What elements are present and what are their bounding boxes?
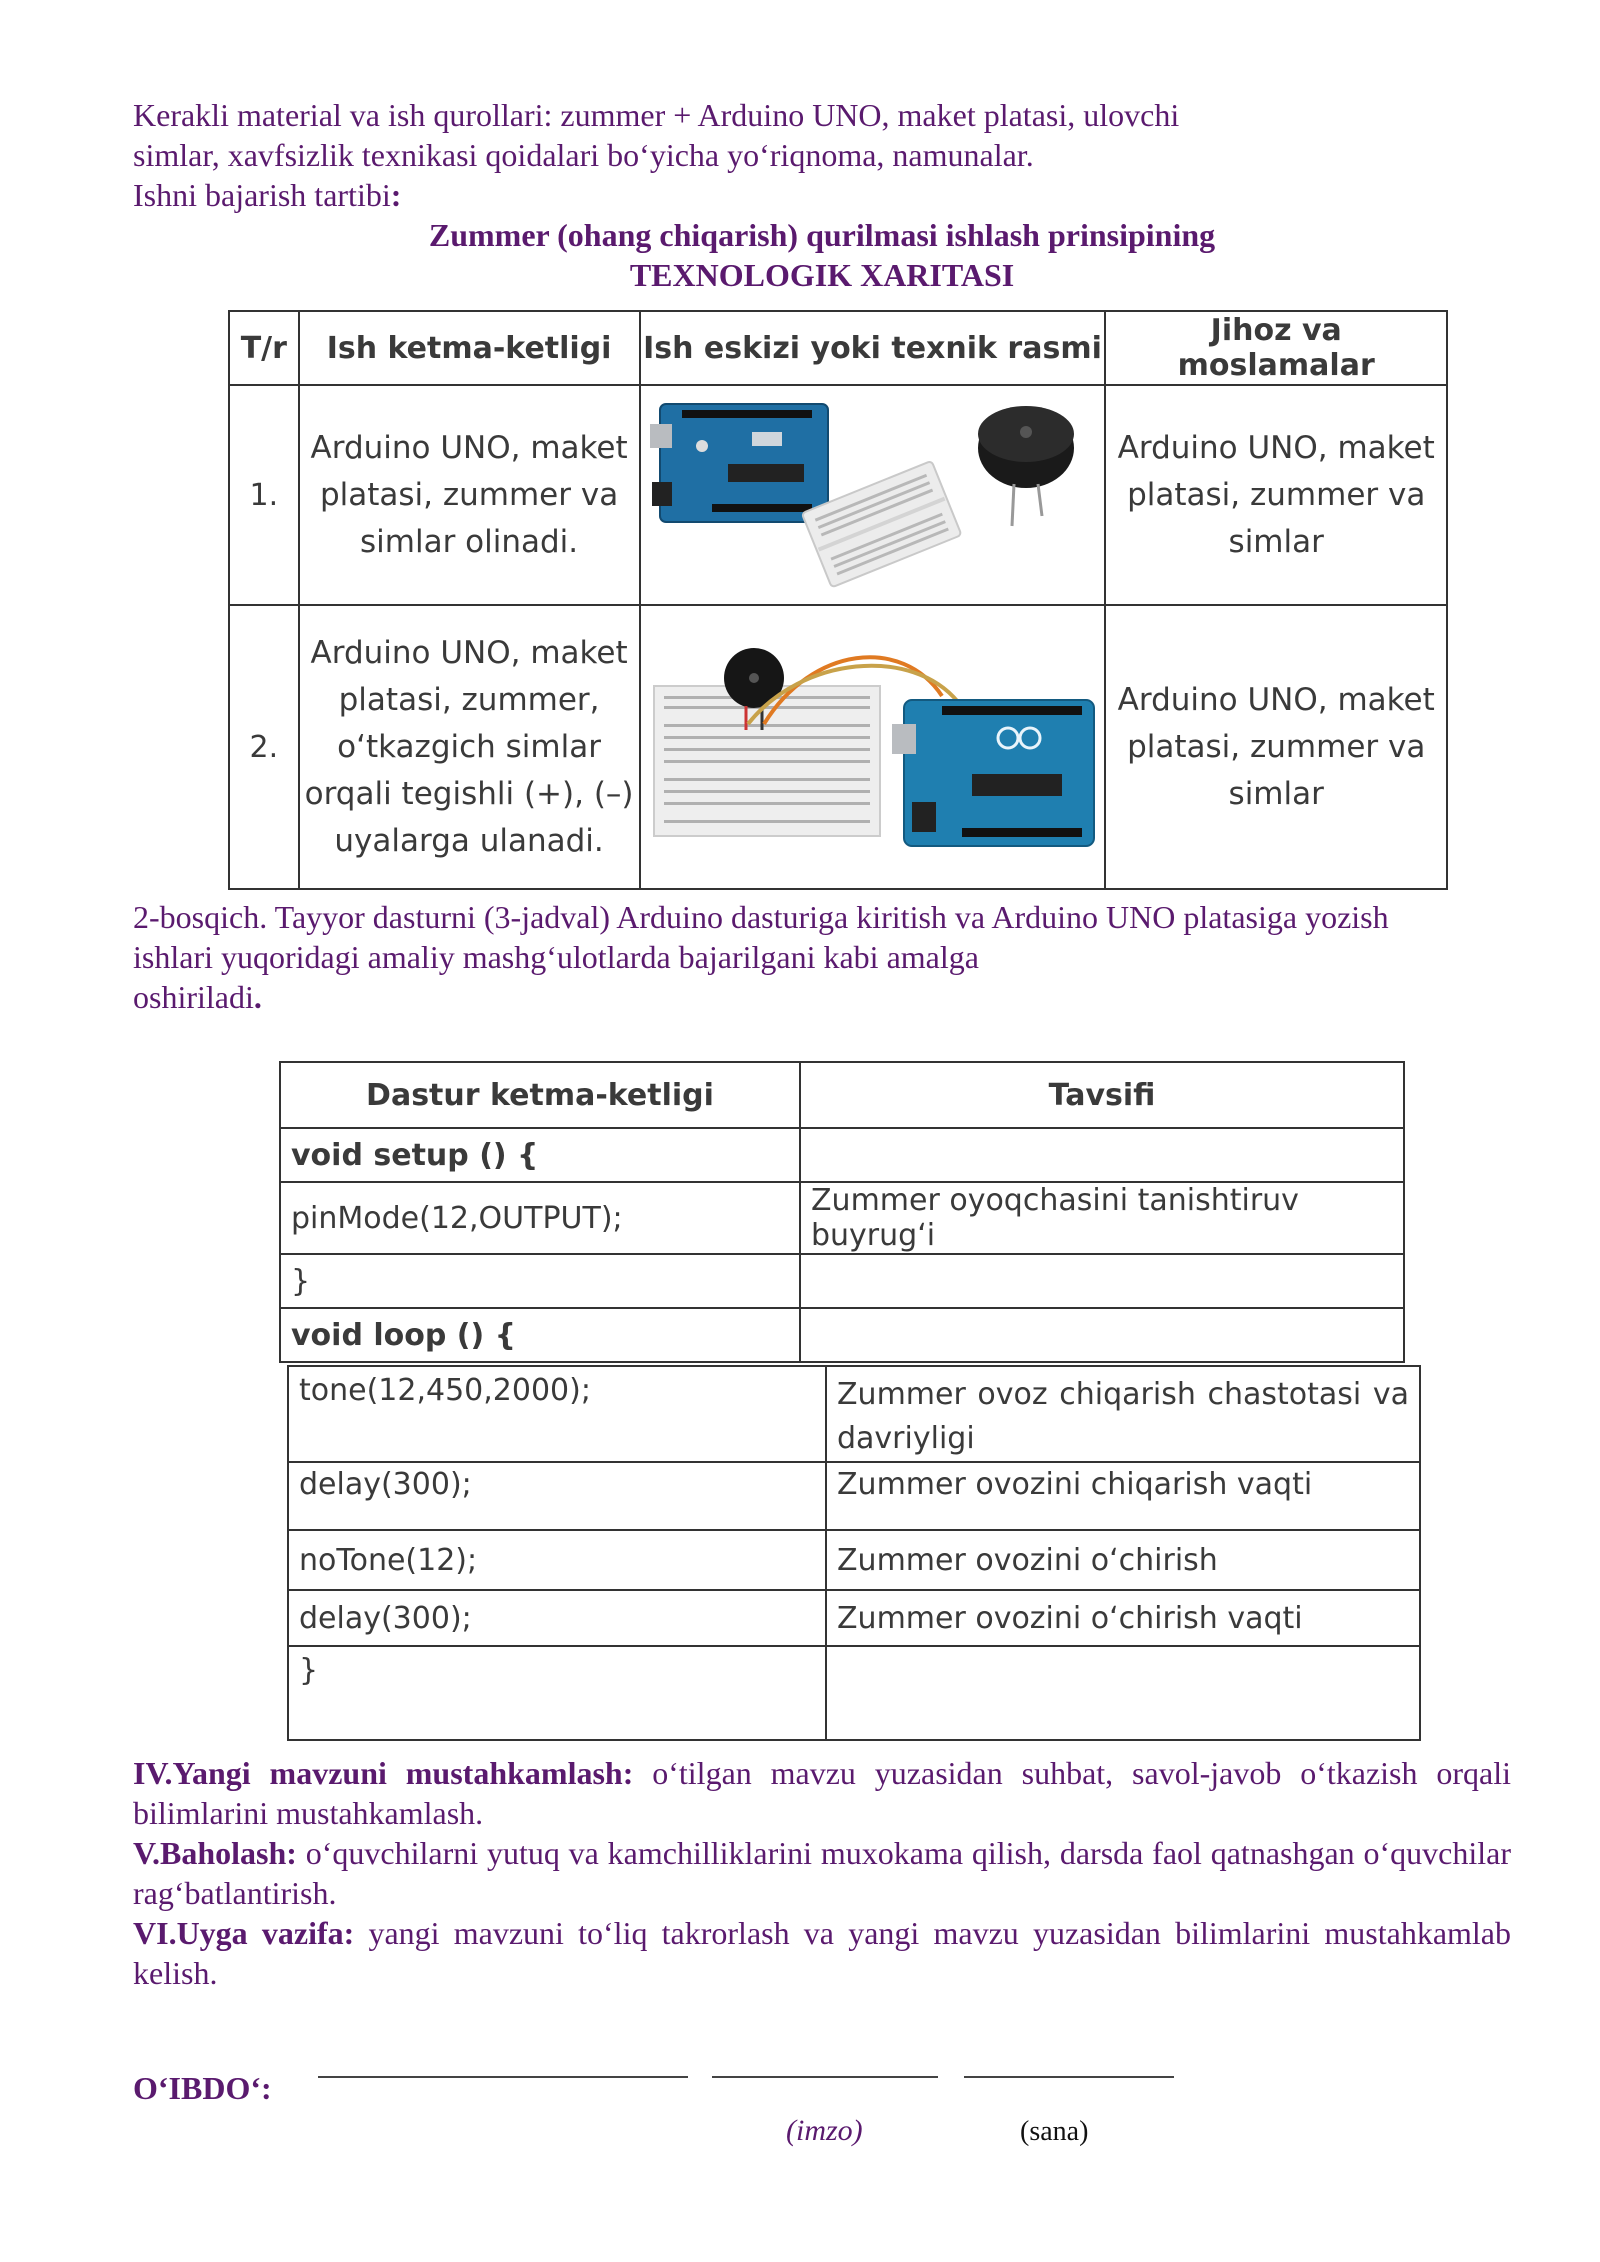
header-tr: T/r [229, 311, 299, 385]
code-cell: noTone(12); [288, 1530, 826, 1590]
header-program-sequence: Dastur ketma-ketligi [280, 1062, 800, 1128]
wiring-image [640, 605, 1106, 889]
stage2-line-2: ishlari yuqoridagi amaliy mashg‘ulotlarda bajarilgani kabi amalga [133, 939, 979, 975]
code-cell: void setup () { [280, 1128, 800, 1182]
step-line: uyalarga ulanadi. [334, 822, 604, 859]
section-iv-label: IV.Yangi mavzuni mustahkamlash: [133, 1755, 634, 1791]
sana-caption: (sana) [1020, 2116, 1089, 2147]
heading-line-1: Zummer (ohang chiqarish) qurilmasi ishlash prinsipining [428, 217, 1216, 253]
table-row [229, 605, 1447, 889]
header-sketch: Ish eskizi yoki texnik rasmi [640, 311, 1106, 385]
code-cell: } [288, 1646, 826, 1740]
wiring-illustration [642, 606, 1102, 874]
section-v [133, 1833, 1511, 1913]
code-cell: void loop () { [280, 1308, 800, 1362]
step-line: Arduino UNO, maket [310, 634, 628, 671]
table-row [288, 1530, 1420, 1590]
stage2-line-1: 2-bosqich. Tayyor dasturni (3-jadval) Arduino dasturiga kiritish va Arduino UNO platasiga yozish [133, 899, 1389, 935]
code-cell: delay(300); [288, 1590, 826, 1646]
description-cell: Zummer ovoz chiqarish chastotasi va davriyligi [826, 1366, 1420, 1462]
tool-line: platasi, zummer va [1127, 476, 1426, 513]
table-row [280, 1182, 1404, 1254]
stage2-line-3-dot: . [253, 979, 262, 1015]
section-iv [133, 1753, 1511, 1833]
breadboard-icon [654, 686, 880, 836]
section-v-label: V.Baholash: [133, 1835, 297, 1871]
table-row [288, 1462, 1420, 1530]
section-iv-text: o‘tilgan mavzu yuzasidan suhbat, savol-javob o‘tkazish orqali bilimlarini mustahkamlash. [133, 1755, 1512, 1831]
row-number: 1. [229, 385, 299, 605]
signature-line [712, 2076, 938, 2078]
intro-line-2: simlar, xavfsizlik texnikasi qoidalari bo‘yicha yo‘riqnoma, namunalar. [133, 137, 1034, 173]
description-cell [826, 1646, 1420, 1740]
table-row [288, 1646, 1420, 1740]
section-vi-text: yangi mavzuni to‘liq takrorlash va yangi mavzu yuzasidan bilimlarini mustahkamlab kelish. [133, 1915, 1512, 1991]
signature-label: O‘IBDO‘: [133, 2070, 272, 2106]
table-row [280, 1128, 1404, 1182]
code-cell: pinMode(12,OUTPUT); [280, 1182, 800, 1254]
row-steps [299, 605, 640, 889]
table-row [280, 1254, 1404, 1308]
description-cell [800, 1308, 1404, 1362]
procedure-label: Ishni bajarish tartibi [133, 177, 391, 213]
header-tools: Jihoz va moslamalar [1105, 311, 1447, 385]
row-tools [1105, 385, 1447, 605]
step-line: Arduino UNO, maket [310, 429, 628, 466]
table-row [280, 1308, 1404, 1362]
tool-line: Arduino UNO, maket [1117, 429, 1435, 466]
tool-line: Arduino UNO, maket [1117, 681, 1435, 718]
description-cell [800, 1128, 1404, 1182]
heading-line-2: TEXNOLOGIK XARITASI [629, 257, 1015, 293]
program-table-header-row [280, 1062, 1404, 1128]
header-description: Tavsifi [800, 1062, 1404, 1128]
program-table-1 [279, 1061, 1405, 1363]
step-line: platasi, zummer, [338, 681, 600, 718]
header-steps: Ish ketma-ketligi [299, 311, 640, 385]
row-steps [299, 385, 640, 605]
description-cell [800, 1254, 1404, 1308]
description-cell: Zummer ovozini o‘chirish [826, 1530, 1420, 1590]
intro-line-3 [133, 175, 1511, 215]
section-v-text: o‘quvchilarni yutuq va kamchilliklarini muxokama qilish, darsda faol qatnashgan o‘quvchilar rag‘batlantirish. [133, 1835, 1511, 1911]
procedure-colon: : [390, 177, 402, 213]
step-line: simlar olinadi. [360, 523, 579, 560]
stage2-line-3 [133, 977, 1511, 1017]
intro-line-1: Kerakli material va ish qurollari: zummer + Arduino UNO, maket platasi, ulovchi [133, 97, 1180, 133]
code-cell: } [280, 1254, 800, 1308]
tool-line: simlar [1228, 523, 1324, 560]
row-tools [1105, 605, 1447, 889]
buzzer-icon [978, 406, 1074, 526]
code-cell: delay(300); [288, 1462, 826, 1530]
description-cell: Zummer oyoqchasini tanishtiruv buyrug‘i [800, 1182, 1404, 1254]
table-row [288, 1366, 1420, 1462]
row-number: 2. [229, 605, 299, 889]
technology-map-table [228, 310, 1448, 890]
step-line: platasi, zummer va [319, 476, 619, 513]
tool-line: simlar [1228, 775, 1324, 812]
table-row [229, 385, 1447, 605]
section-vi-label: VI.Uyga vazifa: [133, 1915, 355, 1951]
arduino-board-icon [650, 404, 828, 522]
date-line [964, 2076, 1174, 2078]
components-image [640, 385, 1106, 605]
name-line [318, 2076, 688, 2078]
code-cell: tone(12,450,2000); [288, 1366, 826, 1462]
components-illustration [642, 386, 1102, 590]
program-table-2 [287, 1365, 1421, 1741]
imzo-caption: (imzo) [786, 2114, 863, 2147]
section-vi [133, 1913, 1511, 1993]
step-line: orqali tegishli (+), (–) [304, 775, 634, 812]
table-row [288, 1590, 1420, 1646]
tool-line: platasi, zummer va [1127, 728, 1426, 765]
description-cell: Zummer ovozini o‘chirish vaqti [826, 1590, 1420, 1646]
description-cell: Zummer ovozini chiqarish vaqti [826, 1462, 1420, 1530]
arduino-board-icon [892, 700, 1094, 846]
step-line: o‘tkazgich simlar [337, 728, 601, 765]
stage2-line-3-text: oshiriladi [133, 979, 254, 1015]
tech-table-header-row [229, 311, 1447, 385]
